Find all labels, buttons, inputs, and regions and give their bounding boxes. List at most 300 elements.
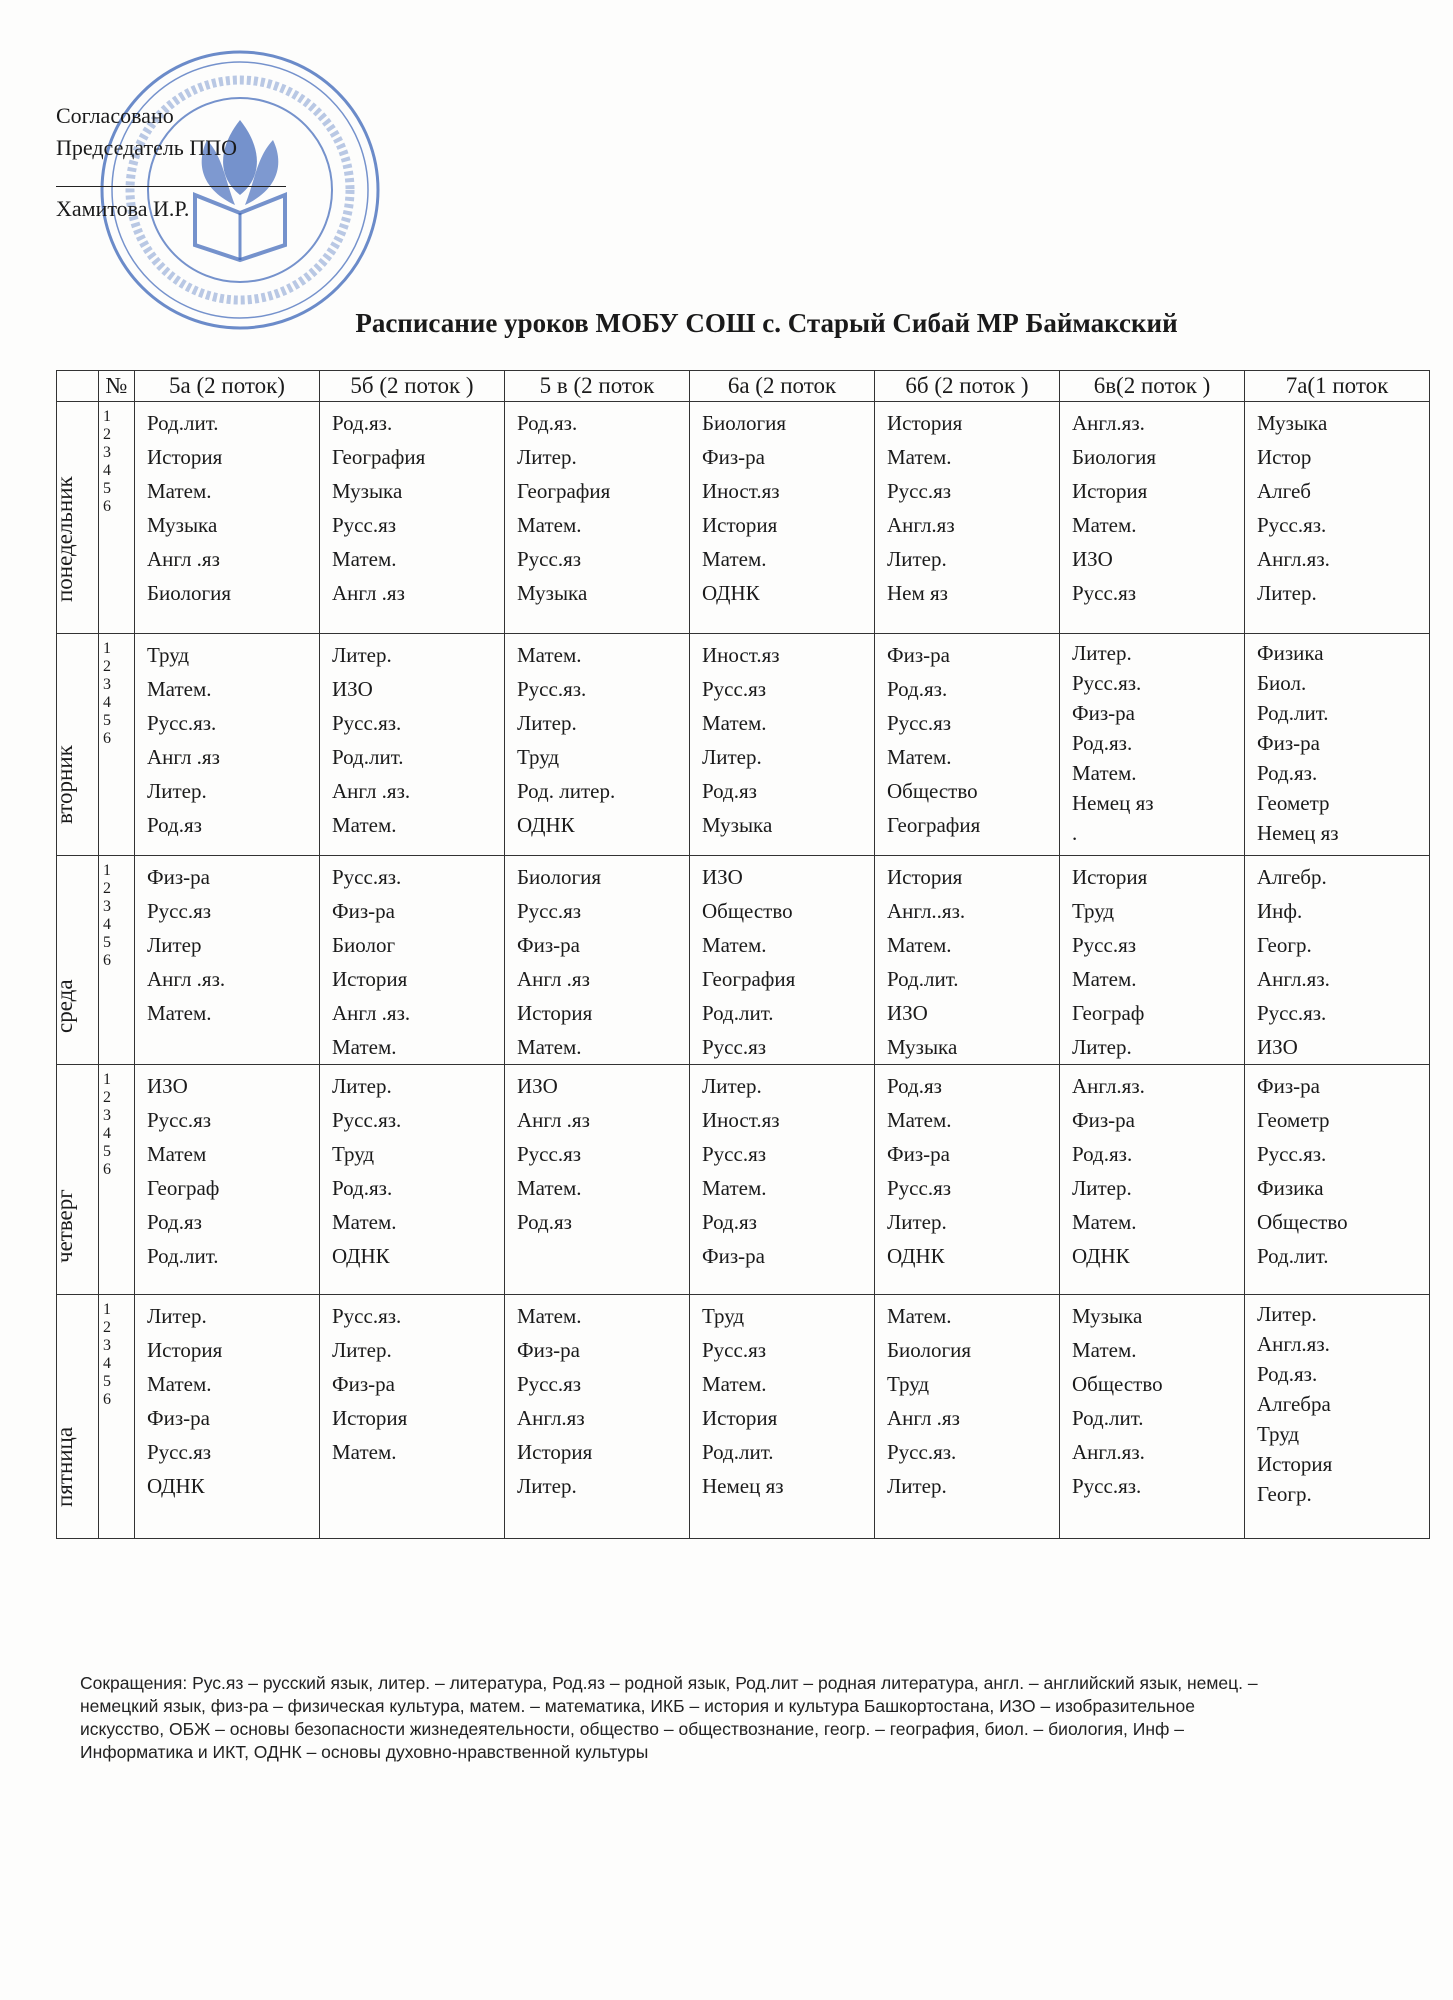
subject-item: Русс.яз. (1072, 1474, 1142, 1498)
subject-item: Труд (702, 1304, 745, 1328)
class-lessons-cell (1245, 634, 1430, 856)
lesson-number: 4 (103, 694, 111, 711)
subject-item: Русс.яз. (1257, 1001, 1327, 1025)
subject-item: Англ.яз. (1072, 1074, 1145, 1098)
header-class-6b: 6б (2 поток ) (875, 371, 1060, 402)
subject-item: Матем. (887, 1304, 952, 1328)
subject-item: Алгебр. (1257, 865, 1327, 889)
subject-item: Общество (887, 779, 978, 803)
subject-item: Общество (1072, 1372, 1163, 1396)
lesson-number: 4 (103, 1355, 111, 1372)
subject-item: Труд (147, 643, 190, 667)
subject-item: Род.лит. (147, 411, 219, 435)
subject-item: Матем. (702, 1176, 767, 1200)
subject-item: Труд (332, 1142, 375, 1166)
subject-item: ОДНК (1072, 1244, 1130, 1268)
subject-item: Русс.яз (1072, 581, 1137, 605)
lesson-number: 3 (103, 444, 111, 461)
subject-item: Физ-ра (887, 1142, 950, 1166)
subject-item: Русс.яз (517, 1142, 582, 1166)
subject-item: Англ..яз. (887, 899, 966, 923)
subject-item: Род.лит. (702, 1001, 774, 1025)
subject-item: Литер. (702, 1074, 762, 1098)
subject-item: Биология (887, 1338, 972, 1362)
subject-item: ИЗО (147, 1074, 188, 1098)
subject-item: Музыка (517, 581, 588, 605)
class-lessons-cell (1060, 1295, 1245, 1539)
subject-item: ОДНК (147, 1474, 205, 1498)
subject-item: ОДНК (517, 813, 575, 837)
lesson-number: 1 (103, 408, 111, 425)
subject-item: Иност.яз (702, 479, 780, 503)
day-name-cell (51, 1065, 99, 1295)
subject-item: Русс.яз (147, 1440, 212, 1464)
class-lessons-cell (875, 1065, 1060, 1295)
subject-item: Географ (1072, 1001, 1145, 1025)
lesson-number: 6 (103, 952, 111, 969)
subject-item: Англ.яз. (1257, 547, 1330, 571)
subject-item: Русс.яз. (332, 711, 402, 735)
subject-item: Русс.яз (887, 479, 952, 503)
subject-item: Матем. (1072, 1338, 1137, 1362)
subject-item: Матем. (702, 711, 767, 735)
class-lessons-cell (505, 634, 690, 856)
lesson-number: 1 (103, 862, 111, 879)
subject-item: Матем. (887, 745, 952, 769)
class-lessons-cell (875, 856, 1060, 1065)
subject-item: Физ-ра (887, 643, 950, 667)
subject-item: Литер. (517, 711, 577, 735)
subject-item: Род.лит. (887, 967, 959, 991)
subject-item: Матем. (517, 513, 582, 537)
subject-item: Род.яз. (517, 411, 578, 435)
class-lessons-cell (1060, 634, 1245, 856)
lesson-number: 2 (103, 1089, 111, 1106)
subject-item: Матем. (517, 1176, 582, 1200)
lesson-number: 4 (103, 1125, 111, 1142)
subject-item: Литер. (147, 1304, 207, 1328)
subject-item: Матем. (887, 933, 952, 957)
class-lessons-cell (875, 634, 1060, 856)
lesson-number: 6 (103, 1391, 111, 1408)
subject-item: Матем (147, 1142, 207, 1166)
lesson-number: 4 (103, 916, 111, 933)
subject-item: Род.яз. (1072, 731, 1133, 755)
lesson-number: 5 (103, 1143, 111, 1160)
header-class-5v: 5 в (2 поток (505, 371, 690, 402)
schedule-table (51, 370, 1430, 1539)
lesson-number: 4 (103, 462, 111, 479)
class-lessons-cell (320, 634, 505, 856)
subject-item: Матем. (702, 933, 767, 957)
approval-name: Хамитова И.Р. (56, 196, 190, 221)
subject-item: Англ .яз (332, 581, 405, 605)
subject-item: Род.яз (702, 779, 757, 803)
subject-item: Литер. (887, 1210, 947, 1234)
day-name-cell (51, 402, 99, 634)
class-lessons-cell (505, 1065, 690, 1295)
subject-item: Инф. (1257, 899, 1303, 923)
subject-item: Литер. (1072, 641, 1132, 665)
subject-item: Род.яз. (332, 411, 393, 435)
class-lessons-cell (135, 1295, 320, 1539)
day-name: вторник (51, 745, 77, 824)
subject-item: Род.яз (517, 1210, 572, 1234)
header-day (57, 371, 99, 402)
class-lessons-cell (1060, 856, 1245, 1065)
class-lessons-cell (690, 402, 875, 634)
header-class-5b: 5б (2 поток ) (320, 371, 505, 402)
class-lessons-cell (320, 402, 505, 634)
class-lessons-cell (1245, 402, 1430, 634)
subject-item: ИЗО (887, 1001, 928, 1025)
subject-item: Литер. (332, 1338, 392, 1362)
lesson-number: 1 (103, 1301, 111, 1318)
subject-item: История (702, 513, 778, 537)
subject-item: Биология (147, 581, 232, 605)
subject-item: Геометр (1257, 1108, 1330, 1132)
subject-item: География (702, 967, 796, 991)
class-lessons-cell (505, 856, 690, 1065)
subject-item: Русс.яз (332, 513, 397, 537)
subject-item: Русс.яз (887, 1176, 952, 1200)
lesson-number: 5 (103, 712, 111, 729)
subject-item: Матем. (147, 677, 212, 701)
subject-item: Истор (1257, 445, 1312, 469)
subject-item: ИЗО (332, 677, 373, 701)
subject-item: ОДНК (332, 1244, 390, 1268)
subject-item: Русс.яз (147, 899, 212, 923)
subject-item: История (702, 1406, 778, 1430)
class-lessons-cell (1245, 1295, 1430, 1539)
lesson-numbers-cell (99, 634, 135, 856)
subject-item: Русс.яз. (332, 1304, 402, 1328)
subject-item: Физ-ра (332, 1372, 395, 1396)
subject-item: Англ.яз. (1257, 1332, 1330, 1356)
subject-item: Род.лит. (147, 1244, 219, 1268)
lesson-number: 2 (103, 658, 111, 675)
header-row (57, 371, 1430, 402)
day-row (57, 634, 1430, 856)
class-lessons-cell (135, 1065, 320, 1295)
subject-item: Англ.яз (887, 513, 955, 537)
subject-item: ИЗО (1072, 547, 1113, 571)
lesson-numbers-cell (99, 856, 135, 1065)
subject-item: Литер. (517, 1474, 577, 1498)
subject-item: Геогр. (1257, 933, 1312, 957)
subject-item: Англ .яз (517, 967, 590, 991)
class-lessons-cell (690, 856, 875, 1065)
subject-item: Род.лит. (1257, 1244, 1329, 1268)
subject-item: История (332, 967, 408, 991)
lesson-number: 3 (103, 676, 111, 693)
class-lessons-cell (1245, 856, 1430, 1065)
lesson-number: 5 (103, 480, 111, 497)
subject-item: Физ-ра (702, 445, 765, 469)
subject-item: Русс.яз (887, 711, 952, 735)
subject-item: География (517, 479, 611, 503)
subject-item: Немец яз (1257, 821, 1339, 845)
subject-item: Матем. (332, 1440, 397, 1464)
subject-item: Русс.яз. (1257, 513, 1327, 537)
subject-item: Иност.яз (702, 643, 780, 667)
subject-item: Род.яз (887, 1074, 942, 1098)
subject-item: Физика (1257, 1176, 1324, 1200)
subject-item: Род.яз (147, 813, 202, 837)
class-lessons-cell (875, 402, 1060, 634)
subject-item: Матем. (332, 547, 397, 571)
subject-item: ИЗО (517, 1074, 558, 1098)
subject-item: Русс.яз (702, 1338, 767, 1362)
day-name: четверг (51, 1189, 77, 1263)
subject-item: Матем. (517, 1304, 582, 1328)
class-lessons-cell (135, 856, 320, 1065)
subject-item: Немец яз (702, 1474, 784, 1498)
subject-item: ОДНК (887, 1244, 945, 1268)
subject-item: Матем. (1072, 967, 1137, 991)
subject-item: Род.яз (702, 1210, 757, 1234)
lesson-number: 6 (103, 498, 111, 515)
subject-item: Русс.яз. (332, 1108, 402, 1132)
day-row (57, 1295, 1430, 1539)
subject-item: История (1257, 1452, 1333, 1476)
day-name: пятница (51, 1426, 77, 1507)
subject-item: История (147, 1338, 223, 1362)
subject-item: Труд (1257, 1422, 1300, 1446)
subject-item: Музыка (147, 513, 218, 537)
subject-item: Род.яз (147, 1210, 202, 1234)
subject-item: Род.лит. (332, 745, 404, 769)
class-lessons-cell (320, 856, 505, 1065)
subject-item: Геометр (1257, 791, 1330, 815)
subject-item: История (517, 1440, 593, 1464)
subject-item: Литер. (332, 1074, 392, 1098)
subject-item: Матем. (332, 1035, 397, 1059)
subject-item: Музыка (887, 1035, 958, 1059)
subject-item: Род.яз. (1072, 1142, 1133, 1166)
subject-item: Музыка (1257, 411, 1328, 435)
subject-item: Матем. (147, 1372, 212, 1396)
subject-item: Матем. (517, 1035, 582, 1059)
subject-item: Англ .яз (147, 745, 220, 769)
subject-item: Литер. (1257, 581, 1317, 605)
subject-item: Русс.яз (517, 899, 582, 923)
subject-item: Русс.яз. (517, 677, 587, 701)
subject-item: Литер (147, 933, 202, 957)
subject-item: Физ-ра (702, 1244, 765, 1268)
subject-item: Матем. (332, 813, 397, 837)
class-lessons-cell (505, 1295, 690, 1539)
class-lessons-cell (505, 402, 690, 634)
subject-item: Физика (1257, 641, 1324, 665)
subject-item: Труд (887, 1372, 930, 1396)
subject-item: Литер. (887, 547, 947, 571)
day-row (57, 856, 1430, 1065)
class-lessons-cell (135, 402, 320, 634)
subject-item: Биолог (332, 933, 396, 957)
subject-item: История (517, 1001, 593, 1025)
subject-item: . (1072, 821, 1078, 845)
subject-item: Род.лит. (1072, 1406, 1144, 1430)
day-name: понедельник (51, 476, 77, 602)
subject-item: География (887, 813, 981, 837)
class-lessons-cell (875, 1295, 1060, 1539)
lesson-number: 6 (103, 730, 111, 747)
approval-block (56, 100, 286, 225)
subject-item: Литер. (1072, 1035, 1132, 1059)
header-class-6v: 6в(2 поток ) (1060, 371, 1245, 402)
day-row (57, 1065, 1430, 1295)
subject-item: Англ.яз. (1072, 1440, 1145, 1464)
signature-line (56, 164, 286, 187)
day-name: среда (51, 979, 77, 1033)
subject-item: Русс.яз (702, 677, 767, 701)
subject-item: Род. литер. (517, 779, 616, 803)
subject-item: География (332, 445, 426, 469)
subject-item: Физ-ра (517, 933, 580, 957)
subject-item: Литер. (517, 445, 577, 469)
subject-item: Род.лит. (702, 1440, 774, 1464)
class-lessons-cell (690, 1295, 875, 1539)
subject-item: Музыка (332, 479, 403, 503)
subject-item: Англ .яз (887, 1406, 960, 1430)
day-name-cell (51, 1295, 99, 1539)
subject-item: Русс.яз. (1257, 1142, 1327, 1166)
subject-item: Русс.яз (517, 1372, 582, 1396)
subject-item: Русс.яз. (1072, 671, 1142, 695)
subject-item: Общество (1257, 1210, 1348, 1234)
class-lessons-cell (1060, 1065, 1245, 1295)
header-class-5a: 5а (2 поток) (135, 371, 320, 402)
subject-item: Литер. (887, 1474, 947, 1498)
subject-item: Род.яз. (1257, 1362, 1318, 1386)
subject-item: Русс.яз (147, 1108, 212, 1132)
subject-item: Англ.яз. (1257, 967, 1330, 991)
subject-item: Общество (702, 899, 793, 923)
subject-item: История (887, 411, 963, 435)
subject-item: Русс.яз (702, 1035, 767, 1059)
subject-item: ИЗО (1257, 1035, 1298, 1059)
approval-chair: Председатель ППО (56, 135, 238, 160)
lesson-number: 6 (103, 1161, 111, 1178)
lesson-numbers-cell (99, 1295, 135, 1539)
lesson-number: 5 (103, 1373, 111, 1390)
class-lessons-cell (690, 634, 875, 856)
subject-item: Биология (1072, 445, 1157, 469)
class-lessons-cell (135, 634, 320, 856)
lesson-number: 2 (103, 1319, 111, 1336)
lesson-number: 3 (103, 898, 111, 915)
subject-item: Труд (1072, 899, 1115, 923)
subject-item: Матем. (702, 547, 767, 571)
subject-item: История (147, 445, 223, 469)
subject-item: Литер. (702, 745, 762, 769)
subject-item: Матем. (517, 643, 582, 667)
day-name-cell (51, 634, 99, 856)
subject-item: Немец яз (1072, 791, 1154, 815)
subject-item: Музыка (1072, 1304, 1143, 1328)
subject-item: Физ-ра (147, 865, 210, 889)
class-lessons-cell (1060, 402, 1245, 634)
subject-item: Музыка (702, 813, 773, 837)
subject-item: Литер. (332, 643, 392, 667)
subject-item: ОДНК (702, 581, 760, 605)
subject-item: Англ .яз. (147, 967, 226, 991)
class-lessons-cell (320, 1295, 505, 1539)
subject-item: Матем. (887, 1108, 952, 1132)
subject-item: Русс.яз. (332, 865, 402, 889)
subject-item: Русс.яз. (147, 711, 217, 735)
lesson-numbers-cell (99, 402, 135, 634)
subject-item: Род.яз. (1257, 761, 1318, 785)
subject-item: Иност.яз (702, 1108, 780, 1132)
subject-item: Нем яз (887, 581, 948, 605)
subject-item: Географ (147, 1176, 220, 1200)
class-lessons-cell (690, 1065, 875, 1295)
subject-item: История (332, 1406, 408, 1430)
lesson-number: 2 (103, 880, 111, 897)
class-lessons-cell (1245, 1065, 1430, 1295)
subject-item: Геогр. (1257, 1482, 1312, 1506)
subject-item: Матем. (1072, 761, 1137, 785)
subject-item: Род.яз. (332, 1176, 393, 1200)
subject-item: Род.яз. (887, 677, 948, 701)
subject-item: История (1072, 479, 1148, 503)
subject-item: Физ-ра (332, 899, 395, 923)
subject-item: Литер. (147, 779, 207, 803)
subject-item: Алгеб (1257, 479, 1311, 503)
subject-item: Матем. (147, 1001, 212, 1025)
subject-item: Русс.яз (702, 1142, 767, 1166)
lesson-number: 3 (103, 1337, 111, 1354)
subject-item: Матем. (1072, 513, 1137, 537)
subject-item: Русс.яз (1072, 933, 1137, 957)
subject-item: Матем. (1072, 1210, 1137, 1234)
header-class-7a: 7а(1 поток (1245, 371, 1430, 402)
lesson-number: 5 (103, 934, 111, 951)
approval-agreed: Согласовано (56, 103, 174, 128)
subject-item: Физ-ра (1072, 701, 1135, 725)
subject-item: Труд (517, 745, 560, 769)
day-row (57, 402, 1430, 634)
subject-item: Биология (517, 865, 602, 889)
subject-item: Русс.яз (517, 547, 582, 571)
class-lessons-cell (320, 1065, 505, 1295)
subject-item: Физ-ра (1257, 1074, 1320, 1098)
subject-item: Англ .яз (517, 1108, 590, 1132)
subject-item: История (887, 865, 963, 889)
abbreviations-note: Сокращения: Рус.яз – русский язык, литер. – литература, Род.яз – родной язык, Род.лит – родная литература, англ. – английский язык, немец. – немецкий язык, физ-ра – физическая культура, матем. – математика, ИКБ – история и культура Башкортостана, ИЗО – изобразительное искусство, ОБЖ – основы безопасности жизнедеятельности, общество – обществознание, геогр. – география, биол. – биология, Инф – Информатика и ИКТ, ОДНК – основы духовно-нравственной культуры (80, 1673, 1258, 1762)
lesson-number: 2 (103, 426, 111, 443)
page-title: Расписание уроков МОБУ СОШ с. Старый Сибай МР Баймакский (355, 308, 1178, 338)
subject-item: Алгебра (1257, 1392, 1331, 1416)
subject-item: История (1072, 865, 1148, 889)
day-name-cell (51, 856, 99, 1065)
subject-item: Физ-ра (517, 1338, 580, 1362)
subject-item: Физ-ра (1072, 1108, 1135, 1132)
subject-item: Матем. (147, 479, 212, 503)
subject-item: Англ.яз. (1072, 411, 1145, 435)
subject-item: Род.лит. (1257, 701, 1329, 725)
subject-item: Русс.яз. (887, 1440, 957, 1464)
subject-item: ИЗО (702, 865, 743, 889)
header-class-6a: 6а (2 поток (690, 371, 875, 402)
lesson-numbers-cell (99, 1065, 135, 1295)
subject-item: Англ.яз (517, 1406, 585, 1430)
lesson-number: 1 (103, 640, 111, 657)
lesson-number: 1 (103, 1071, 111, 1088)
subject-item: Англ .яз. (332, 1001, 411, 1025)
